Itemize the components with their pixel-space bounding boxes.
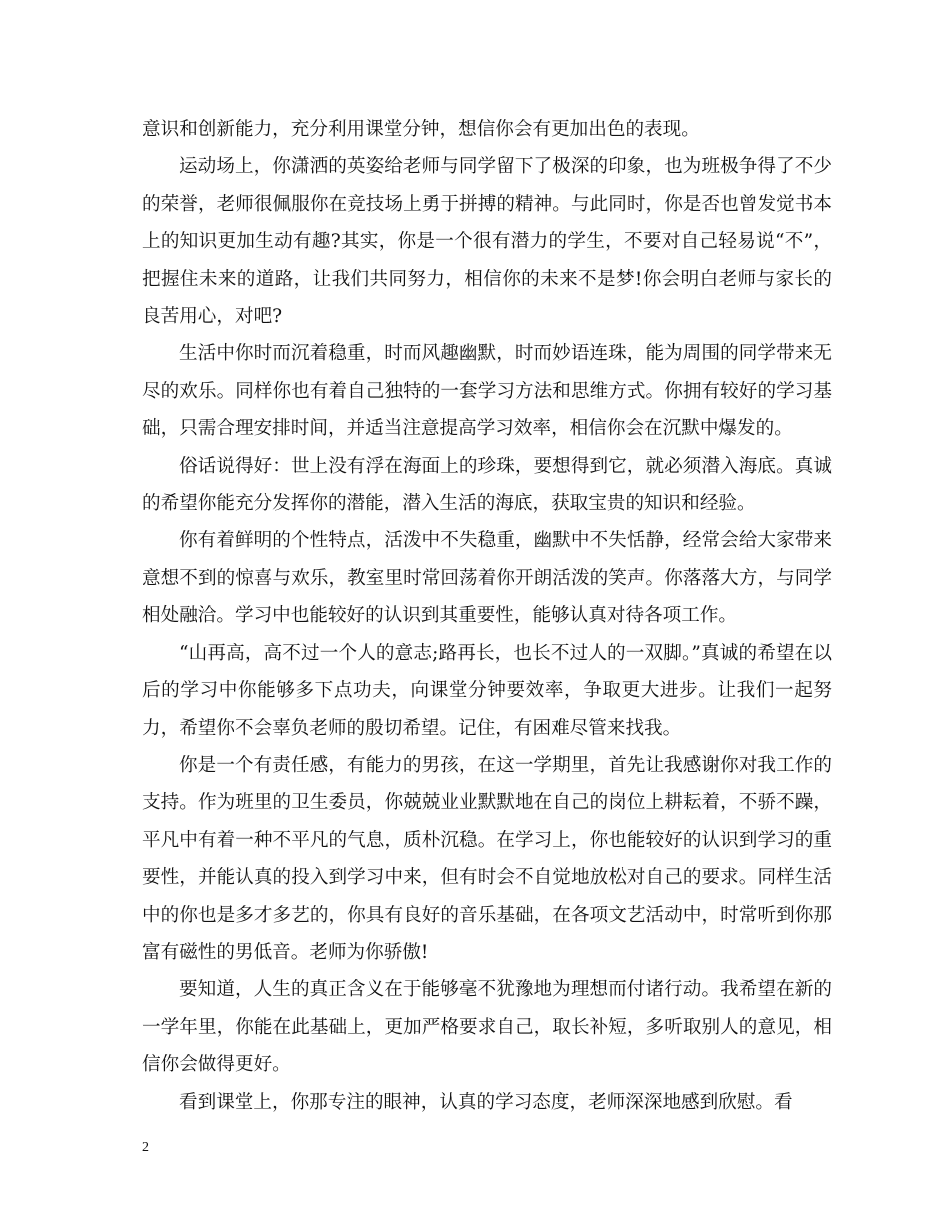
- paragraph: 看到课堂上，你那专注的眼神，认真的学习态度，老师深深地感到欣慰。看: [179, 1091, 793, 1113]
- paragraph: 你是一个有责任感，有能力的男孩，在这一学期里，首先让我感谢你对我工作的支持。作为班里的卫生委员，你兢兢业业默默地在自己的岗位上耕耘着，不骄不躁，平凡中有着一种不平凡的气息，质朴沉稳。在学习上，你也能较好的认识到学习的重要性，并能认真的投入到学习中来，但有时会不自觉地放松对自己的要求。同样生活中的你也是多才多艺的，你具有良好的音乐基础，在各项文艺活动中，时常听到你那富有磁性的男低音。老师为你骄傲!: [142, 754, 832, 963]
- document-page: [142, 111, 832, 1121]
- paragraph: 你有着鲜明的个性特点，活泼中不失稳重，幽默中不失恬静，经常会给大家带来意想不到的惊喜与欢乐，教室里时常回荡着你开朗活泼的笑声。你落落大方，与同学相处融洽。学习中也能较好的认识到其重要性，能够认真对待各项工作。: [142, 530, 832, 627]
- paragraph: 要知道，人生的真正含义在于能够毫不犹豫地为理想而付诸行动。我希望在新的一学年里，你能在此基础上，更加严格要求自己，取长补短，多听取别人的意见，相信你会做得更好。: [142, 979, 832, 1076]
- paragraph: 运动场上，你潇洒的英姿给老师与同学留下了极深的印象，也为班极争得了不少的荣誉，老师很佩服你在竞技场上勇于拼搏的精神。与此同时，你是否也曾发觉书本上的知识更加生动有趣?其实，你是一个很有潜力的学生，不要对自己轻易说“不”，把握住未来的道路，让我们共同努力，相信你的未来不是梦!你会明白老师与家长的良苦用心，对吧?: [142, 156, 832, 328]
- paragraph: 生活中你时而沉着稳重，时而风趣幽默，时而妙语连珠，能为周围的同学带来无尽的欢乐。同样你也有着自己独特的一套学习方法和思维方式。你拥有较好的学习基础，只需合理安排时间，并适当注意提高学习效率，相信你会在沉默中爆发的。: [142, 343, 832, 440]
- paragraph: 意识和创新能力，充分利用课堂分钟，想信你会有更加出色的表现。: [142, 119, 700, 140]
- paragraph: 俗话说得好：世上没有浮在海面上的珍珠，要想得到它，就必须潜入海底。真诚的希望你能充分发挥你的潜能，潜入生活的海底，获取宝贵的知识和经验。: [142, 455, 832, 515]
- page-number: 2: [142, 1140, 149, 1155]
- paragraph: “山再高，高不过一个人的意志;路再长，也长不过人的一双脚。”真诚的希望在以后的学习中你能够多下点功夫，向课堂分钟要效率，争取更大进步。让我们一起努力，希望你不会辜负老师的殷切希望。记住，有困难尽管来找我。: [142, 642, 832, 739]
